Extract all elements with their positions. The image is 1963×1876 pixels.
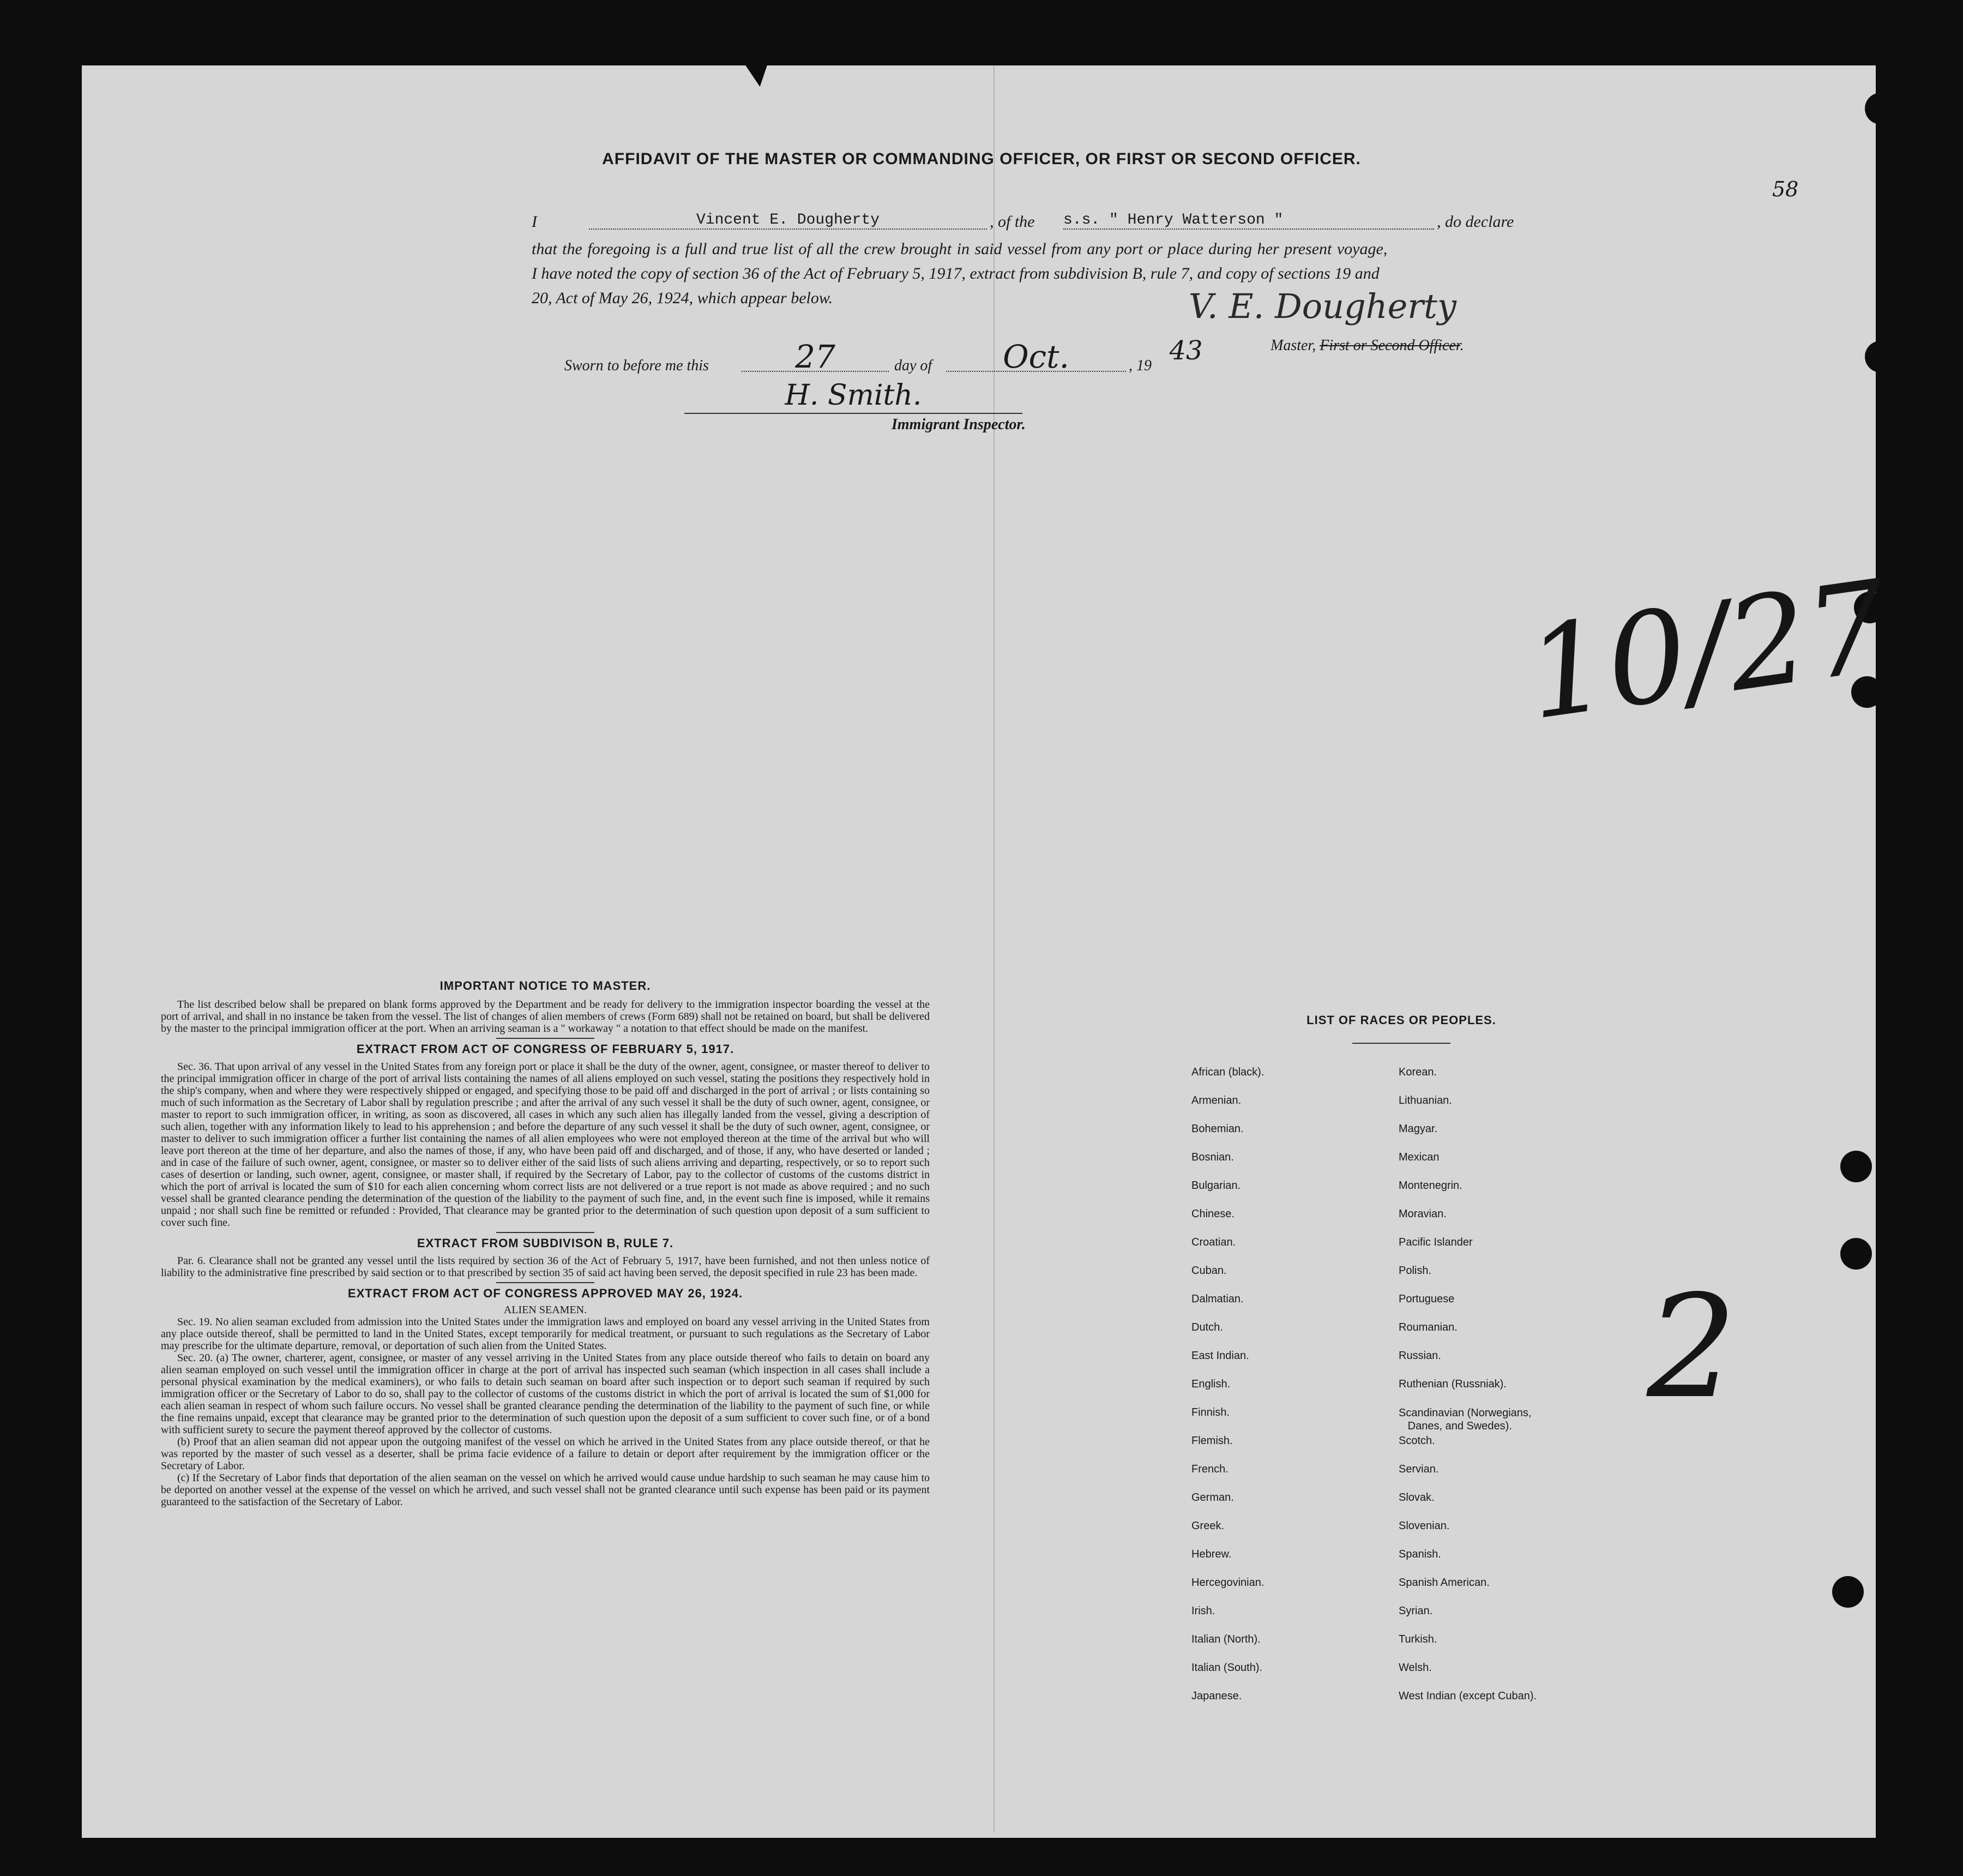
race-item: Flemish. [1191,1435,1233,1447]
races-heading: LIST OF RACES OR PEOPLES. [1306,1013,1496,1027]
race-item: Welsh. [1399,1662,1432,1674]
signature-role: Master, First or Second Officer. [1270,337,1464,354]
sworn-day: 27 [795,338,835,375]
race-item: Bulgarian. [1191,1180,1241,1192]
inspector-label: Immigrant Inspector. [892,416,1026,433]
vessel-prefix: s.s. [1063,212,1100,229]
extract3-sec19: Sec. 19. No alien seaman excluded from admission into the United States under the immigration laws and employed on board any vessel arriving in the United States from any place outside thereof, shall be permitted to land in the United States, except temporarily for medical treatment, or pursuant to such regulations as the Secretary of Labor may prescribe for the ultimate departure, removal, or deportation of such alien from the United States. [161,1316,930,1352]
notice-section [161,979,930,1508]
race-item: Mexican [1399,1151,1440,1163]
race-item: East Indian. [1191,1350,1249,1362]
race-item: Armenian. [1191,1095,1242,1107]
divider [496,1038,594,1039]
role-master: Master, [1270,337,1316,354]
races-right-column [1399,1066,1537,1718]
race-item: Magyar. [1399,1123,1438,1135]
sworn-text: Sworn to before me this [564,357,709,374]
extract1-heading: EXTRACT FROM ACT OF CONGRESS OF FEBRUARY 5, 1917. [356,1042,734,1056]
declaration-line-1: that the foregoing is a full and true list of all the crew brought in said vessel from any port or place during her present voyage, [532,240,1388,258]
document-sheet [82,65,1876,1838]
race-item: West Indian (except Cuban). [1399,1690,1537,1702]
race-item: Pacific Islander [1399,1236,1473,1248]
race-item: Turkish. [1399,1633,1437,1645]
of-the-label: , of the [990,213,1035,231]
extract3-sec20a: Sec. 20. (a) The owner, charterer, agent, consignee, or master of any vessel arriving in the United States from any place outside thereof who fails to detain on board any alien seaman employed on such vessel until the immigration officer in charge at the port of arrival has inspected such seaman (which inspection in all cases shall include a personal physical examination by the medical examiners), or who fails to detain such seaman on board after such inspection or to deport such seaman if required by such immigration officer or the Secretary of Labor to do so, shall pay to the collector of customs of the customs district in which the port of arrival is located the sum of $1,000 for each alien seaman in respect of whom such failure occurs. No vessel shall be granted clearance pending the determination of the liability to the payment of such fine, or while the fine remains unpaid, except that clearance may be granted prior to the determination of such question upon the deposit of a sum sufficient to cover such fine, or of a bond with sufficient surety to secure the payment thereof approved by the collector of customs. [161,1352,930,1436]
race-item: Spanish. [1399,1548,1441,1560]
punch-hole [1832,1576,1864,1608]
extract2-heading: EXTRACT FROM SUBDIVISON B, RULE 7. [417,1236,674,1250]
extract3-sec20b: (b) Proof that an alien seaman did not appear upon the outgoing manifest of the vessel on which he arrived in the United States from any place outside thereof, or that he was reported by the master of such vessel as a deserter, shall be prima facie evidence of a failure to detain or deport after requirement by the immigration officer or the Secretary of Labor. [161,1436,930,1472]
day-field [742,338,889,375]
race-item: Korean. [1399,1066,1437,1078]
race-item: Lithuanian. [1399,1095,1452,1107]
race-item: Polish. [1399,1265,1432,1277]
race-item: Moravian. [1399,1208,1447,1220]
day-of-label: day of [894,357,932,374]
handwritten-date-note: 10/27 [1518,554,1897,748]
race-item: Chinese. [1191,1208,1235,1220]
master-name-field [589,212,987,230]
race-item: Dutch. [1191,1321,1223,1333]
race-item: German. [1191,1492,1234,1504]
notice-body: The list described below shall be prepared on blank forms approved by the Department and be ready for delivery to the immigration inspector boarding the vessel at the port of arrival, and shall in no instance be taken from the vessel. The list of changes of alien members of crews (Form 689) shall not be retained on board, but shall be delivered by the master to the principal immigration officer at the port. When an arriving seaman is a " workaway " a notation to that effect should be made on the manifest. [161,999,930,1035]
race-item: Cuban. [1191,1265,1227,1277]
race-item: Scotch. [1399,1435,1435,1447]
race-item: Hebrew. [1191,1548,1232,1560]
master-name: Vincent E. Dougherty [696,212,880,229]
month-field [946,338,1126,375]
role-struck: First or Second Officer [1320,337,1460,354]
vessel-name: " Henry Watterson " [1109,212,1284,229]
race-item: English. [1191,1378,1231,1390]
race-item: Portuguese [1399,1293,1455,1305]
punch-hole [1865,93,1896,124]
sworn-month: Oct. [1003,338,1069,375]
race-item: Greek. [1191,1520,1225,1532]
pronoun-i: I [532,213,537,231]
master-signature: V. E. Dougherty [1189,286,1456,326]
inspector-signature: H. Smith. [785,379,922,412]
handwritten-page-number: 2 [1647,1265,1737,1430]
declaration-line-3: 20, Act of May 26, 1924, which appear below. [532,289,833,307]
race-item: Slovenian. [1399,1520,1450,1532]
year-prefix: , 19 [1129,357,1152,374]
race-item: Italian (South). [1191,1662,1263,1674]
race-item: Dalmatian. [1191,1293,1244,1305]
extract3-sec20c: (c) If the Secretary of Labor finds that deportation of the alien seaman on the vessel on which he arrived would cause undue hardship to such seaman he may cause him to be deported on another vessel at the expense of the vessel on which he arrived, and such vessel shall not be granted clearance until such expense has been paid or its payment guaranteed to the satisfaction of the Secretary of Labor. [161,1472,930,1508]
races-left-column [1191,1066,1264,1718]
race-item: Montenegrin. [1399,1180,1462,1192]
race-item: Italian (North). [1191,1633,1261,1645]
race-item: Servian. [1399,1463,1439,1475]
race-item: Scandinavian (Norwegians, Danes, and Swedes). [1399,1407,1532,1432]
race-item: Bosnian. [1191,1151,1234,1163]
race-item: African (black). [1191,1066,1264,1078]
extract1-body: Sec. 36. That upon arrival of any vessel in the United States from any foreign port or place it shall be the duty of the owner, agent, consignee, or master thereof to deliver to the principal immigration officer in charge of the port of arrival lists containing the names of all aliens employed on such vessel, stating the positions they respectively hold in the ship's company, when and where they were respectively shipped or engaged, and specifying those to be paid off and discharged in the port of arrival ; or lists containing so much of such information as the Secretary of Labor shall by regulation prescribe ; and after the arrival of any such vessel it shall be the duty of such owner, agent, consignee, or master to report to such immigration officer, in writing, as soon as discovered, all cases in which any such alien has illegally landed from the vessel, giving a description of such alien, together with any information likely to lead to his apprehension ; and before the departure of any such vessel it shall be the duty of such owner, agent, consignee, or master to deliver to such immigration officer a further list containing the names of all alien employees who were not employed thereon at the time of the arrival but who will leave port thereon at the time of her departure, and also the names of those, if any, who have been paid off and discharged, and of those, if any, who have deserted or landed ; and in case of the failure of such owner, agent, consignee, or master so to deliver either of the said lists of such aliens arriving and departing, respectively, or so to report such cases of desertion or landing, such owner, agent, consignee, or master shall, if required by the Secretary of Labor, pay to the collector of customs of the customs district in which the port of arrival is located the sum of $10 for each alien concerning whom correct lists are not delivered or a true report is not made as above required ; and no such vessel shall be granted clearance pending the determination of the question of the liability to the payment of such fine, and, in the event such fine is imposed, while it remains unpaid ; nor shall such fine be remitted or refunded : Provided, That clearance may be granted prior to the determination of such question upon deposit of a sum sufficient to cover such fine. [161,1061,930,1229]
race-item: Finnish. [1191,1406,1230,1418]
race-item: Syrian. [1399,1605,1433,1617]
divider [496,1282,594,1283]
notice-heading: IMPORTANT NOTICE TO MASTER. [439,979,651,993]
race-item: French. [1191,1463,1229,1475]
fold-line [993,65,995,1832]
extract3-subheading: ALIEN SEAMEN. [503,1304,587,1316]
race-item: Croatian. [1191,1236,1236,1248]
declaration-line-2: I have noted the copy of section 36 of the Act of February 5, 1917, extract from subdivision B, rule 7, and copy of sections 19 and [532,264,1380,282]
year-field [1164,335,1208,369]
affidavit-title: AFFIDAVIT OF THE MASTER OR COMMANDING OFFICER, OR FIRST OR SECOND OFFICER. [602,150,1361,168]
race-item: Hercegovinian. [1191,1577,1264,1589]
extract2-body: Par. 6. Clearance shall not be granted any vessel until the lists required by section 36 of the Act of February 5, 1917, have been furnished, and not then unless notice of liability to the administrative fine prescribed by said section or to that prescribed by section 35 of said act having been served, the deposit specified in rule 23 has been made. [161,1255,930,1279]
divider [496,1232,594,1233]
race-item: Roumanian. [1399,1321,1458,1333]
race-item: Japanese. [1191,1690,1242,1702]
do-declare-label: , do declare [1437,213,1514,231]
inspector-signature-line [684,379,1022,414]
race-item: Russian. [1399,1350,1441,1362]
races-divider [1352,1043,1450,1044]
punch-hole [1840,1151,1872,1182]
vessel-field [1063,212,1434,230]
race-item: Bohemian. [1191,1123,1244,1135]
race-item: Spanish American. [1399,1577,1490,1589]
punch-hole [1865,341,1896,372]
punch-hole [1840,1238,1872,1270]
race-item: Ruthenian (Russniak). [1399,1378,1507,1390]
extract3-heading: EXTRACT FROM ACT OF CONGRESS APPROVED MAY 26, 1924. [347,1286,743,1300]
corner-mark: 58 [1772,177,1799,201]
race-item: Irish. [1191,1605,1215,1617]
sworn-year: 43 [1169,335,1203,366]
race-item: Slovak. [1399,1492,1435,1504]
